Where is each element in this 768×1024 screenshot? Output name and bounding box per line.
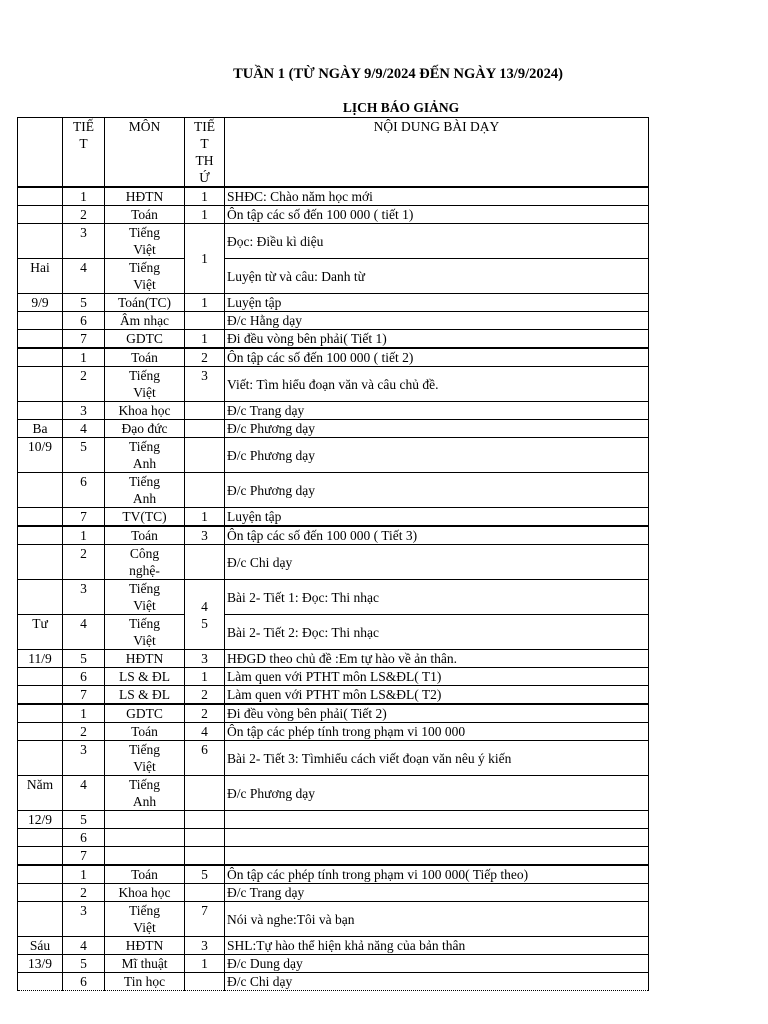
lesson-number-cell [185, 402, 225, 420]
content-cell: Ôn tập các số đến 100 000 ( tiết 2) [225, 348, 649, 367]
header-lesson-number: TIẾ T TH Ứ [185, 118, 225, 188]
table-row [18, 294, 649, 312]
period-cell: 3 [63, 224, 105, 259]
table-row [18, 829, 649, 847]
lesson-number-cell: 2 [185, 348, 225, 367]
schedule-table [17, 117, 649, 991]
content-cell: Bài 2- Tiết 3: Tìmhiểu cách viết đoạn văn nêu ý kiến [225, 741, 649, 776]
day-cell [18, 884, 63, 902]
lesson-number-cell [185, 438, 225, 473]
table-row [18, 686, 649, 705]
subject-cell: Tiếng Việt [105, 615, 185, 650]
subject-cell: Tiếng Việt [105, 224, 185, 259]
subject-cell: Tiếng Anh [105, 473, 185, 508]
day-cell [18, 473, 63, 508]
content-cell: Làm quen với PTHT môn LS&ĐL( T1) [225, 668, 649, 686]
period-cell: 6 [63, 312, 105, 330]
table-row [18, 259, 649, 294]
lesson-number-cell: 5 [185, 865, 225, 884]
lesson-number-cell: 3 [185, 937, 225, 955]
subject-cell: HĐTN [105, 650, 185, 668]
period-cell: 7 [63, 508, 105, 527]
table-row [18, 865, 649, 884]
subject-cell: Toán [105, 526, 185, 545]
period-cell: 2 [63, 884, 105, 902]
table-row [18, 776, 649, 811]
period-cell: 6 [63, 668, 105, 686]
content-cell: Đ/c Phương dạy [225, 438, 649, 473]
content-cell: Đ/c Chi dạy [225, 545, 649, 580]
lesson-number-cell: 4 [185, 723, 225, 741]
day-cell [18, 545, 63, 580]
lesson-number-cell: 3 [185, 526, 225, 545]
day-cell [18, 187, 63, 206]
subject-cell: Toán [105, 348, 185, 367]
day-cell: Tư [18, 615, 63, 650]
period-cell: 2 [63, 367, 105, 402]
document-title: TUẦN 1 (TỪ NGÀY 9/9/2024 ĐẾN NGÀY 13/9/2024) [233, 66, 563, 82]
period-cell: 6 [63, 973, 105, 991]
period-cell: 3 [63, 741, 105, 776]
header-content: NỘI DUNG BÀI DẠY [225, 118, 649, 188]
table-row [18, 206, 649, 224]
document-subtitle: LỊCH BÁO GIẢNG [342, 100, 460, 115]
day-cell [18, 668, 63, 686]
day-cell [18, 973, 63, 991]
lesson-number-cell: 2 [185, 704, 225, 723]
period-cell: 3 [63, 402, 105, 420]
day-cell [18, 829, 63, 847]
lesson-number-cell [185, 973, 225, 991]
table-row [18, 473, 649, 508]
lesson-number-cell: 6 [185, 741, 225, 776]
day-cell: 11/9 [18, 650, 63, 668]
table-row [18, 650, 649, 668]
lesson-number-cell: 1 [185, 955, 225, 973]
day-cell: Sáu [18, 937, 63, 955]
subject-cell: Tin học [105, 973, 185, 991]
day-cell [18, 224, 63, 259]
lesson-number-cell [185, 776, 225, 811]
content-cell: Đ/c Trang dạy [225, 402, 649, 420]
period-cell: 7 [63, 330, 105, 349]
period-cell: 2 [63, 545, 105, 580]
content-cell: Ôn tập các số đến 100 000 ( tiết 1) [225, 206, 649, 224]
lesson-number-cell: 1 [185, 187, 225, 206]
lesson-number-cell: 1 [185, 206, 225, 224]
day-cell: 10/9 [18, 438, 63, 473]
day-cell [18, 847, 63, 866]
content-cell: SHĐC: Chào năm học mới [225, 187, 649, 206]
day-cell [18, 902, 63, 937]
content-cell: Luyện tập [225, 294, 649, 312]
header-subject: MÔN [105, 118, 185, 188]
subject-cell: GDTC [105, 330, 185, 349]
day-cell [18, 704, 63, 723]
content-cell: Đ/c Chi dạy [225, 973, 649, 991]
period-cell: 3 [63, 580, 105, 615]
table-row [18, 615, 649, 650]
lesson-number-cell: 4 5 [185, 580, 225, 650]
lesson-number-cell: 1 [185, 508, 225, 527]
subject-cell: Tiếng Việt [105, 367, 185, 402]
subject-cell: Mĩ thuật [105, 955, 185, 973]
table-row [18, 508, 649, 527]
period-cell: 5 [63, 955, 105, 973]
subject-cell: Toán [105, 206, 185, 224]
day-cell [18, 402, 63, 420]
lesson-number-cell [185, 420, 225, 438]
lesson-number-cell [185, 847, 225, 866]
table-row [18, 902, 649, 937]
day-cell [18, 723, 63, 741]
subject-cell: TV(TC) [105, 508, 185, 527]
content-cell: Đi đều vòng bên phải( Tiết 1) [225, 330, 649, 349]
subject-cell [105, 811, 185, 829]
day-cell: 13/9 [18, 955, 63, 973]
lesson-number-cell [185, 829, 225, 847]
table-row [18, 224, 649, 259]
content-cell: Đ/c Phương dạy [225, 420, 649, 438]
lesson-number-cell [185, 811, 225, 829]
period-cell: 2 [63, 723, 105, 741]
lesson-number-cell [185, 312, 225, 330]
subject-cell: Tiếng Anh [105, 776, 185, 811]
period-cell: 6 [63, 473, 105, 508]
lesson-number-cell [185, 545, 225, 580]
period-cell: 5 [63, 294, 105, 312]
subject-cell: LS & ĐL [105, 668, 185, 686]
day-cell [18, 312, 63, 330]
table-row [18, 187, 649, 206]
period-cell: 5 [63, 438, 105, 473]
table-row [18, 420, 649, 438]
day-cell [18, 508, 63, 527]
period-cell: 4 [63, 615, 105, 650]
subject-cell: Âm nhạc [105, 312, 185, 330]
day-cell [18, 686, 63, 705]
table-row [18, 847, 649, 866]
period-cell: 3 [63, 902, 105, 937]
subject-cell: Tiếng Việt [105, 259, 185, 294]
content-cell: Viết: Tìm hiểu đoạn văn và câu chủ đề. [225, 367, 649, 402]
content-cell: Đ/c Phương dạy [225, 473, 649, 508]
subject-cell: Toán(TC) [105, 294, 185, 312]
table-row [18, 580, 649, 615]
day-cell: Hai [18, 259, 63, 294]
content-cell: Bài 2- Tiết 2: Đọc: Thi nhạc [225, 615, 649, 650]
subject-cell: Tiếng Việt [105, 741, 185, 776]
content-cell: Ôn tập các phép tính trong phạm vi 100 000 [225, 723, 649, 741]
subject-cell: Toán [105, 865, 185, 884]
period-cell: 1 [63, 348, 105, 367]
day-cell [18, 206, 63, 224]
day-cell: 9/9 [18, 294, 63, 312]
lesson-number-cell: 7 [185, 902, 225, 937]
subject-cell: GDTC [105, 704, 185, 723]
header-period: TIẾ T [63, 118, 105, 188]
day-cell [18, 865, 63, 884]
table-row [18, 937, 649, 955]
day-cell [18, 367, 63, 402]
period-cell: 4 [63, 259, 105, 294]
period-cell: 4 [63, 937, 105, 955]
subject-cell: Tiếng Anh [105, 438, 185, 473]
table-row [18, 723, 649, 741]
period-cell: 6 [63, 829, 105, 847]
table-row [18, 526, 649, 545]
lesson-number-cell: 1 [185, 330, 225, 349]
day-cell [18, 580, 63, 615]
table-row [18, 811, 649, 829]
lesson-number-cell: 3 [185, 367, 225, 402]
day-cell [18, 741, 63, 776]
day-cell [18, 348, 63, 367]
day-cell: Năm [18, 776, 63, 811]
period-cell: 2 [63, 206, 105, 224]
lesson-number-cell: 2 [185, 686, 225, 705]
table-row [18, 741, 649, 776]
content-cell: Luyện tập [225, 508, 649, 527]
content-cell [225, 847, 649, 866]
day-cell [18, 526, 63, 545]
content-cell: Đọc: Điều kì diệu [225, 224, 649, 259]
table-row [18, 668, 649, 686]
lesson-number-cell: 3 [185, 650, 225, 668]
table-row [18, 367, 649, 402]
period-cell: 1 [63, 865, 105, 884]
content-cell: Đ/c Phương dạy [225, 776, 649, 811]
subject-cell: Tiếng Việt [105, 580, 185, 615]
content-cell: Làm quen với PTHT môn LS&ĐL( T2) [225, 686, 649, 705]
content-cell: Đi đều vòng bên phải( Tiết 2) [225, 704, 649, 723]
content-cell: Đ/c Hằng dạy [225, 312, 649, 330]
table-row [18, 402, 649, 420]
table-row [18, 438, 649, 473]
content-cell: Ôn tập các phép tính trong phạm vi 100 000( Tiếp theo) [225, 865, 649, 884]
lesson-number-cell [185, 473, 225, 508]
period-cell: 1 [63, 704, 105, 723]
period-cell: 7 [63, 847, 105, 866]
content-cell: Bài 2- Tiết 1: Đọc: Thi nhạc [225, 580, 649, 615]
content-cell: Đ/c Trang dạy [225, 884, 649, 902]
period-cell: 5 [63, 650, 105, 668]
table-row [18, 545, 649, 580]
content-cell [225, 829, 649, 847]
lesson-number-cell: 1 [185, 668, 225, 686]
table-row [18, 312, 649, 330]
subject-cell: HĐTN [105, 937, 185, 955]
subject-cell: Khoa học [105, 884, 185, 902]
content-cell: Nói và nghe:Tôi và bạn [225, 902, 649, 937]
subject-cell: Đạo đức [105, 420, 185, 438]
table-row [18, 955, 649, 973]
subject-cell: HĐTN [105, 187, 185, 206]
subject-cell: LS & ĐL [105, 686, 185, 705]
subject-cell: Khoa học [105, 402, 185, 420]
table-header-row [18, 118, 649, 188]
table-row [18, 704, 649, 723]
content-cell: Đ/c Dung dạy [225, 955, 649, 973]
table-row [18, 884, 649, 902]
content-cell: Luyện từ và câu: Danh từ [225, 259, 649, 294]
content-cell: Ôn tập các số đến 100 000 ( Tiết 3) [225, 526, 649, 545]
day-cell: Ba [18, 420, 63, 438]
lesson-number-cell [185, 884, 225, 902]
subject-cell [105, 847, 185, 866]
subject-cell: Tiếng Việt [105, 902, 185, 937]
content-cell: SHL:Tự hào thể hiện khả năng của bản thân [225, 937, 649, 955]
period-cell: 7 [63, 686, 105, 705]
header-day [18, 118, 63, 188]
content-cell [225, 811, 649, 829]
day-cell: 12/9 [18, 811, 63, 829]
lesson-number-cell: 1 [185, 224, 225, 294]
subject-cell: Toán [105, 723, 185, 741]
period-cell: 1 [63, 526, 105, 545]
content-cell: HĐGD theo chủ đề :Em tự hào về ản thân. [225, 650, 649, 668]
period-cell: 4 [63, 776, 105, 811]
period-cell: 4 [63, 420, 105, 438]
period-cell: 1 [63, 187, 105, 206]
lesson-number-cell: 1 [185, 294, 225, 312]
table-row [18, 330, 649, 349]
day-cell [18, 330, 63, 349]
table-row [18, 973, 649, 991]
subject-cell [105, 829, 185, 847]
subject-cell: Công nghệ- [105, 545, 185, 580]
table-row [18, 348, 649, 367]
period-cell: 5 [63, 811, 105, 829]
